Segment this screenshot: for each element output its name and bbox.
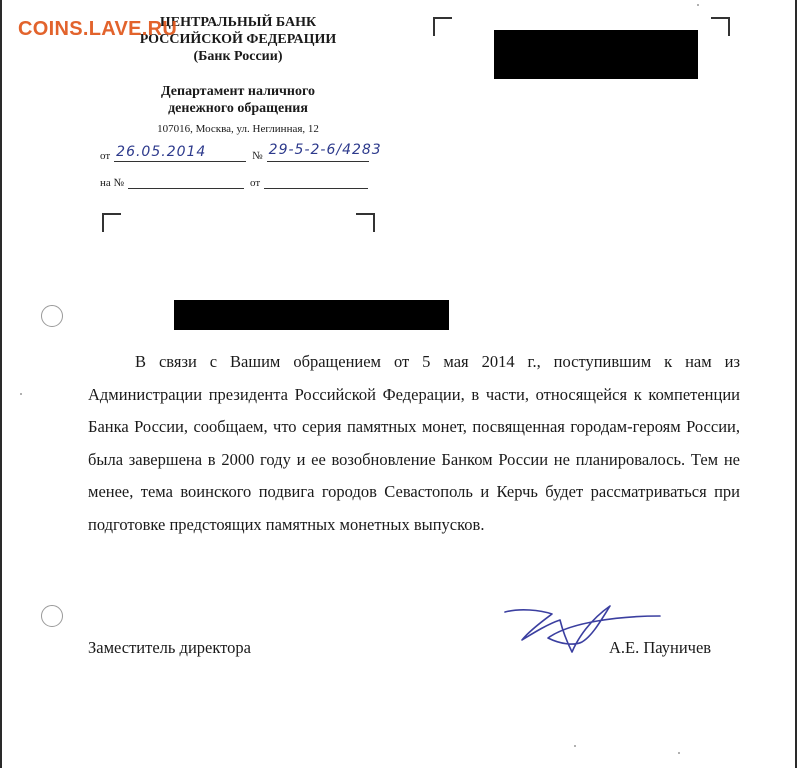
recipient-corner-top-left: [433, 17, 452, 36]
registration-row-outgoing: [100, 142, 382, 162]
bank-name-line-2: РОССИЙСКОЙ ФЕДЕРАЦИИ: [139, 32, 337, 47]
scan-speck: [697, 4, 699, 6]
number-field: [267, 142, 382, 162]
page-border-left: [0, 0, 2, 768]
signatory-position: Заместитель директора: [88, 638, 251, 657]
scan-speck: [20, 393, 22, 395]
reference-date-field: [264, 174, 368, 189]
recipient-corner-top-right: [711, 17, 730, 36]
bank-address: 107016, Москва, ул. Неглинная, 12: [157, 123, 319, 135]
site-watermark: COINS.LAVE.RU: [18, 18, 178, 40]
address-corner-top-right: [356, 213, 375, 232]
scan-speck: [574, 745, 576, 747]
redacted-recipient-block: [494, 30, 698, 79]
department-line-1: Департамент наличного: [160, 84, 315, 99]
bank-name-line-3: (Банк России): [193, 49, 283, 64]
address-corner-top-left: [102, 213, 121, 232]
handwritten-signature: [500, 600, 670, 665]
punch-hole-bottom: [41, 605, 63, 627]
date-label: от: [100, 150, 111, 162]
redacted-salutation-block: [174, 300, 449, 330]
number-label: №: [252, 150, 263, 162]
scan-speck: [678, 752, 680, 754]
bank-name-line-1: ЦЕНТРАЛЬНЫЙ БАНК: [159, 15, 317, 30]
department-line-2: денежного обращения: [168, 101, 308, 116]
reference-number-label: на №: [100, 177, 125, 189]
signatory-name: А.Е. Пауничев: [609, 638, 712, 657]
punch-hole-top: [41, 305, 63, 327]
reference-date-label: от: [250, 177, 261, 189]
handwritten-number: 29-5-2-6/4283: [268, 142, 382, 158]
handwritten-date: 26.05.2014: [116, 144, 207, 160]
reference-number-field: [128, 174, 244, 189]
letter-body: В связи с Вашим обращением от 5 мая 2014 г., поступившим к нам из Администрации президента Российской Федерации, в части, относящейся к компетенции Банка России, сообщаем, что серия памятных монет, посвященная городам-героям России, была завершена в 2000 году и ее возобновление Банком России не планировалось. Тем не менее, тема воинского подвига городов Севастополь и Керчь будет рассматриваться при подготовке предстоящих памятных монетных выпусков.: [88, 352, 740, 534]
date-field: [114, 144, 246, 162]
registration-row-reference: [100, 174, 368, 189]
